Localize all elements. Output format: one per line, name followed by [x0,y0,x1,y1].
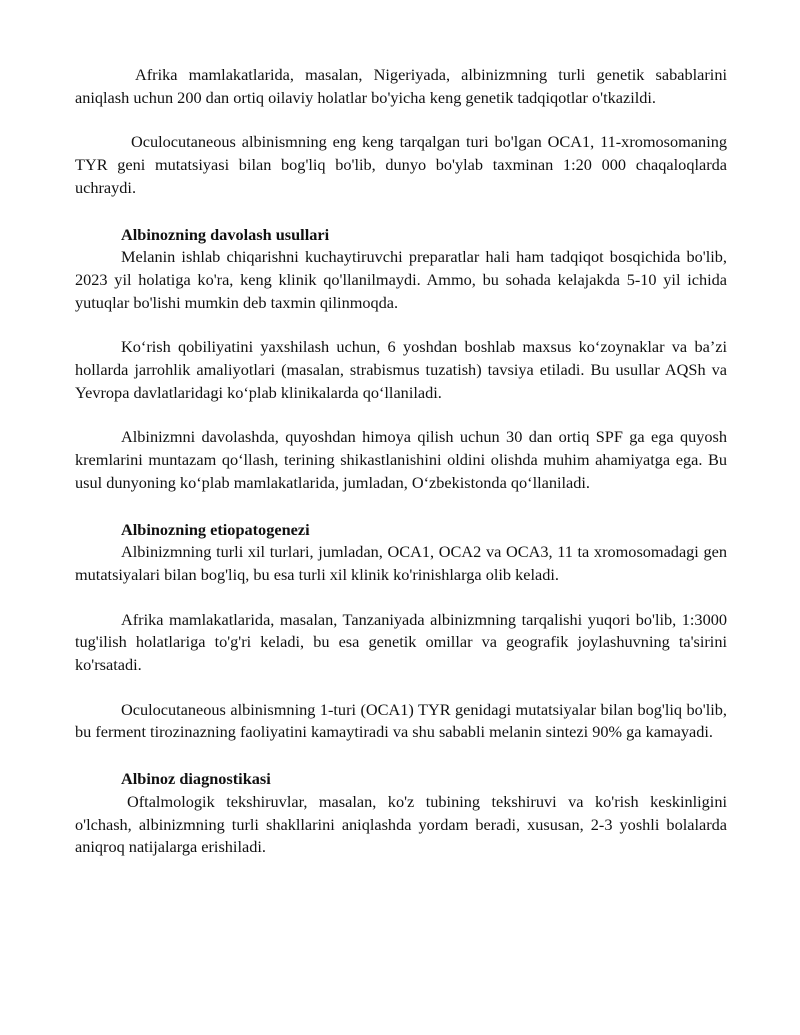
paragraph-tanzania-prevalence: Afrika mamlakatlarida, masalan, Tanzaniyada albinizmning tarqalishi yuqori bo'lib, 1:3000 tug'ilish holatlariga to'g'ri keladi, bu esa genetik omillar va geografik joylashuvning ta'sirini ko'rsatadi. [75,609,727,675]
paragraph-oca1-tyr: Oculocutaneous albinismning 1-turi (OCA1) TYR genidagi mutatsiyalar bilan bog'liq bo'lib, bu ferment tirozinazning faoliyatini kamaytiradi va shu sababli melanin sintezi 90% ga kamayadi. [75,699,727,742]
paragraph-albinism-types: Albinizmning turli xil turlari, jumladan, OCA1, OCA2 va OCA3, 11 ta xromosomadagi gen mutatsiyalari bilan bog'liq, bu esa turli xil klinik ko'rinishlarga olib keladi. [75,542,727,584]
paragraph-sun-protection: Albinizmni davolashda, quyoshdan himoya qilish uchun 30 dan ortiq SPF ga ega quyosh kremlarini muntazam qo‘llash, terining shikastlanishini oldini olishda muhim ahamiyatga ega. Bu usul dunyoning ko‘plab mamlakatlarida, jumladan, O‘zbekistonda qo‘llaniladi. [75,427,727,492]
section-heading-etiopathogenesis: Albinozning etiopatogenezi [121,519,310,539]
document-page [75,64,727,859]
paragraph-melanin-drugs: Melanin ishlab chiqarishni kuchaytiruvchi preparatlar hali ham tadqiqot bosqichida bo'lib, 2023 yil holatiga ko'ra, keng klinik qo'llanilmaydi. Ammo, bu sohada kelajakda 5-10 yil ichida yutuqlar bo'lishi mumkin deb taxmin qilinmoqda. [75,247,727,312]
paragraph-vision-correction: Ko‘rish qobiliyatini yaxshilash uchun, 6 yoshdan boshlab maxsus ko‘zoynaklar va ba’zi hollarda jarrohlik amaliyotlari (masalan, strabismus tuzatish) tavsiya etiladi. Bu usullar AQSh va Yevropa davlatlaridagi ko‘plab klinikalarda qo‘llaniladi. [75,337,727,402]
paragraph-oca1-prevalence: Oculocutaneous albinismning eng keng tarqalgan turi bo'lgan OCA1, 11-xromosomaning TYR geni mutatsiyasi bilan bog'liq bo'lib, dunyo bo'ylab taxminan 1:20 000 chaqaloqlarda uchraydi. [75,132,727,197]
section-heading-diagnostics: Albinoz diagnostikasi [121,769,271,789]
section-heading-treatment: Albinozning davolash usullari [121,224,330,244]
paragraph-nigeria-study: Afrika mamlakatlarida, masalan, Nigeriyada, albinizmning turli genetik sabablarini aniqlash uchun 200 dan ortiq oilaviy holatlar bo'yicha keng genetik tadqiqotlar o'tkazildi. [75,65,727,107]
paragraph-ophthalmology: Oftalmologik tekshiruvlar, masalan, ko'z tubining tekshiruvi va ko'rish keskinligini o'lchash, albinizmning turli shakllarini aniqlashda yordam beradi, xususan, 2-3 yoshli bolalarda aniqroq natijalarga erishiladi. [75,791,727,857]
